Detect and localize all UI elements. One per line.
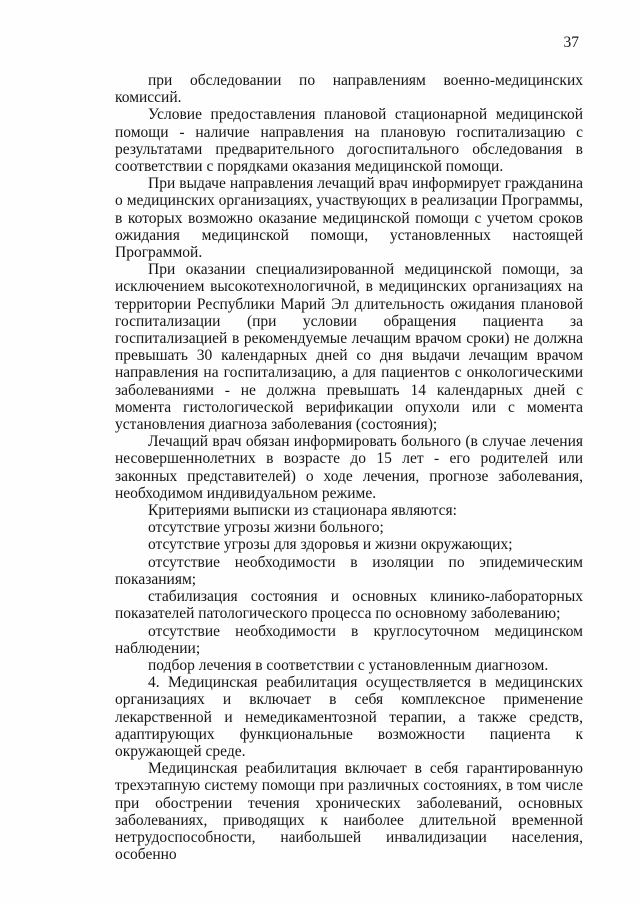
paragraph: При оказании специализированной медицинской помощи, за исключением высокотехнологичной, в медицинских организациях на территории Республики Марий Эл длительность ожидания плановой госпитализации (при условии обращения пациента за госпитализацией в рекомендуемые лечащим врачом сроки) не должна превышать 30 календарных дней со дня выдачи лечащим врачом направления на госпитализацию, а для пациентов с онкологическими заболеваниями - не должна превышать 14 календарных дней с момента гистологической верификации опухоли или с момента установления диагноза заболевания (состояния); <box>115 261 583 434</box>
paragraph: При выдаче направления лечащий врач информирует гражданина о медицинских организациях, участвующих в реализации Программы, в которых возможно оказание медицинской помощи с учетом сроков ожидания медицинской помощи, установленных настоящей Программой. <box>115 175 583 262</box>
paragraph: Лечащий врач обязан информировать больного (в случае лечения несовершеннолетних в возрасте до 15 лет - его родителей или законных представителей) о ходе лечения, прогнозе заболевания, необходимом индивидуальном режиме. <box>115 433 583 502</box>
paragraph: Условие предоставления плановой стационарной медицинской помощи - наличие направления на плановую госпитализацию с результатами предварительного догоспитального обследования в соответствии с порядками оказания медицинской помощи. <box>115 106 583 176</box>
paragraph: отсутствие необходимости в круглосуточном медицинском наблюдении; <box>115 622 583 657</box>
paragraph: подбор лечения в соответствии с установленным диагнозом. <box>148 656 549 674</box>
paragraph: отсутствие угрозы жизни больного; <box>148 519 384 537</box>
paragraph: стабилизация состояния и основных клинико-лабораторных показателей патологического процесса по основному заболеванию; <box>115 588 583 623</box>
paragraph: отсутствие угрозы для здоровья и жизни окружающих; <box>148 536 513 554</box>
paragraph: 4. Медицинская реабилитация осуществляется в медицинских организациях и включает в себя комплексное применение лекарственной и немедикаментозной терапии, а также средств, адаптирующих функциональные возможности пациента к окружающей среде. <box>115 674 583 760</box>
paragraph: Медицинская реабилитация включает в себя гарантированную трехэтапную систему помощи при различных состояниях, в том числе при обострении течения хронических заболеваний, основных заболеваниях, приводящих к наиболее длительной временной нетрудоспособности, наибольшей инвалидизации населения, особенно <box>115 760 583 864</box>
paragraph: при обследовании по направлениям военно-медицинских комиссий. <box>115 72 583 107</box>
paragraph: Критериями выписки из стационара являются: <box>148 502 457 520</box>
document-body <box>115 72 583 863</box>
page-number: 37 <box>563 34 579 51</box>
paragraph: отсутствие необходимости в изоляции по эпидемическим показаниям; <box>115 553 583 588</box>
